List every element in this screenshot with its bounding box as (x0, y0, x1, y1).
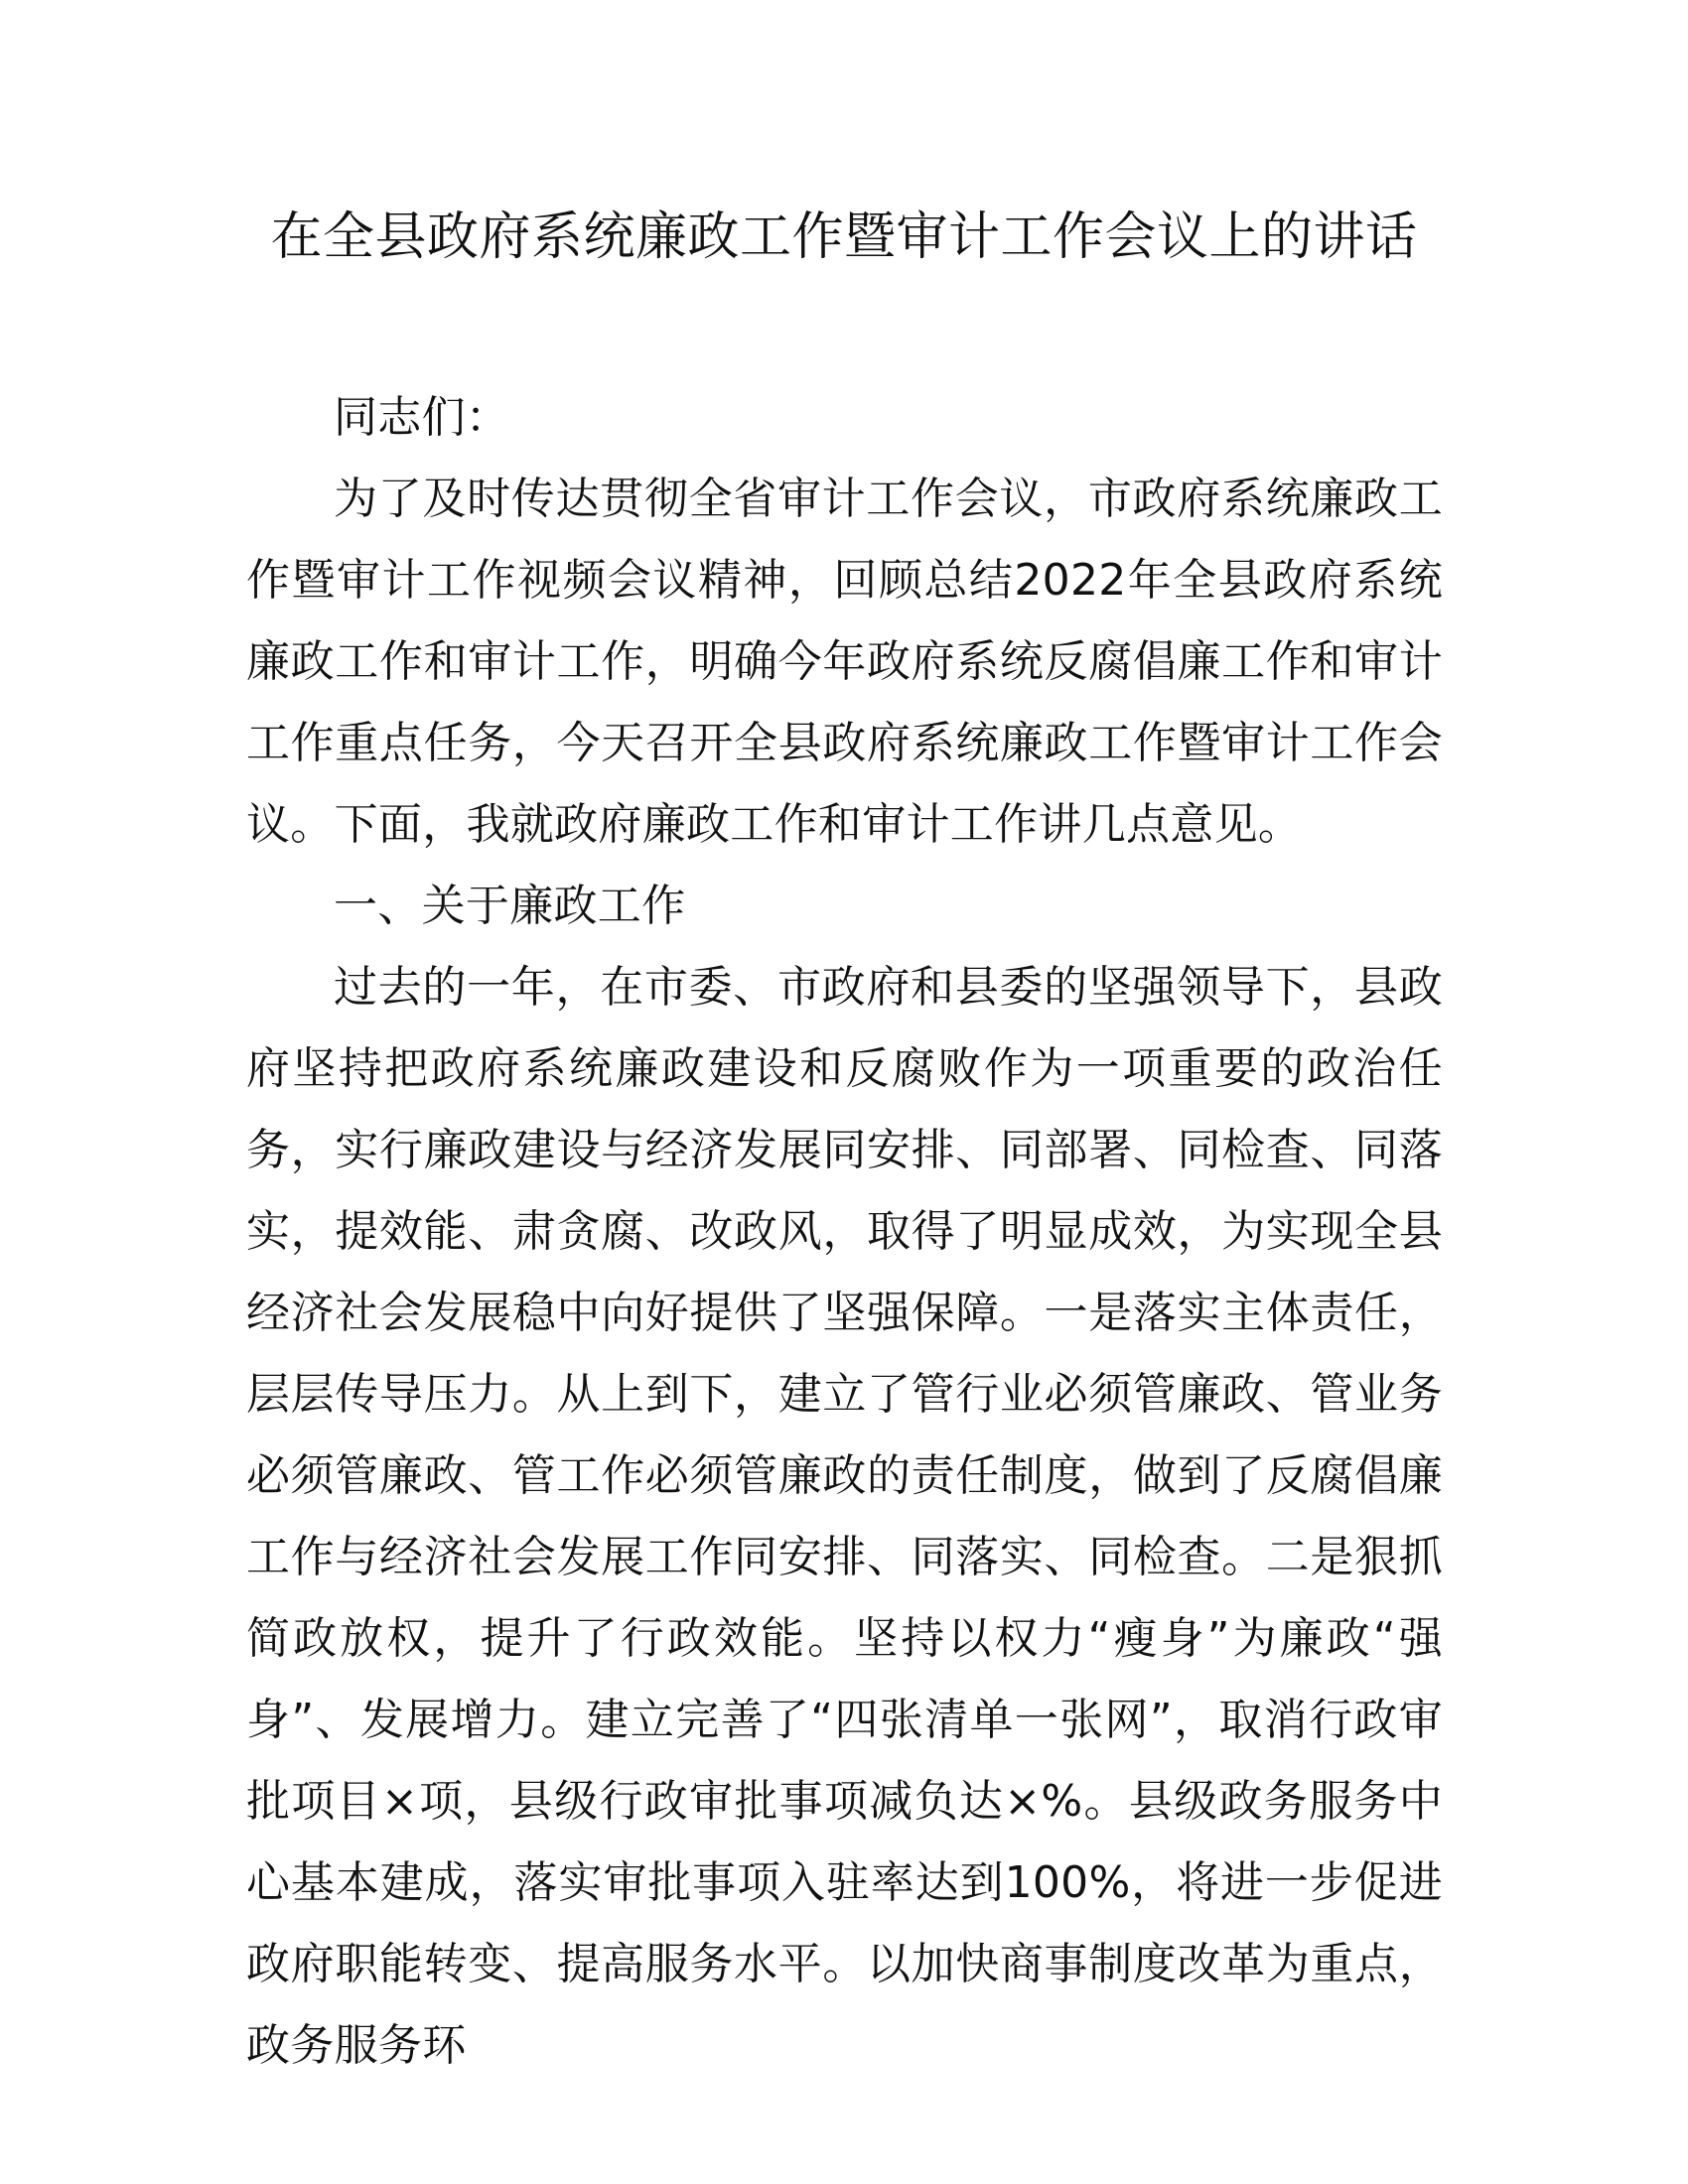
intro-paragraph: 为了及时传达贯彻全省审计工作会议，市政府系统廉政工作暨审计工作视频会议精神，回顾总结2022年全县政府系统廉政工作和审计工作，明确今年政府系统反腐倡廉工作和审计工作重点任务，今天召开全县政府系统廉政工作暨审计工作会议。下面，我就政府廉政工作和审计工作讲几点意见。 (246, 474, 1443, 850)
salutation-paragraph: 同志们： (334, 392, 510, 443)
document-title: 在全县政府系统廉政工作暨审计工作会议上的讲话 (270, 207, 1418, 267)
review-paragraph: 过去的一年，在市委、市政府和县委的坚强领导下，县政府坚持把政府系统廉政建设和反腐败作为一项重要的政治任务，实行廉政建设与经济发展同安排、同部署、同检查、同落实，提效能、肃贪腐、改政风，取得了明显成效，为实现全县经济社会发展稳中向好提供了坚强保障。一是落实主体责任，层层传导压力。从上到下，建立了管行业必须管廉政、管业务必须管廉政、管工作必须管廉政的责任制度，做到了反腐倡廉工作与经济社会发展工作同安排、同落实、同检查。二是狠抓简政放权，提升了行政效能。坚持以权力“瘦身”为廉政“强身”、发展增力。建立完善了“四张清单一张网”，取消行政审批项目×项，县级行政审批事项减负达×%。县级政务服务中心基本建成，落实审批事项入驻率达到100%，将进一步促进政府职能转变、提高服务水平。以加快商事制度改革为重点，政务服务环 (246, 962, 1443, 2071)
section-heading: 一、关于廉政工作 (334, 881, 686, 931)
document-body (246, 377, 1443, 2087)
